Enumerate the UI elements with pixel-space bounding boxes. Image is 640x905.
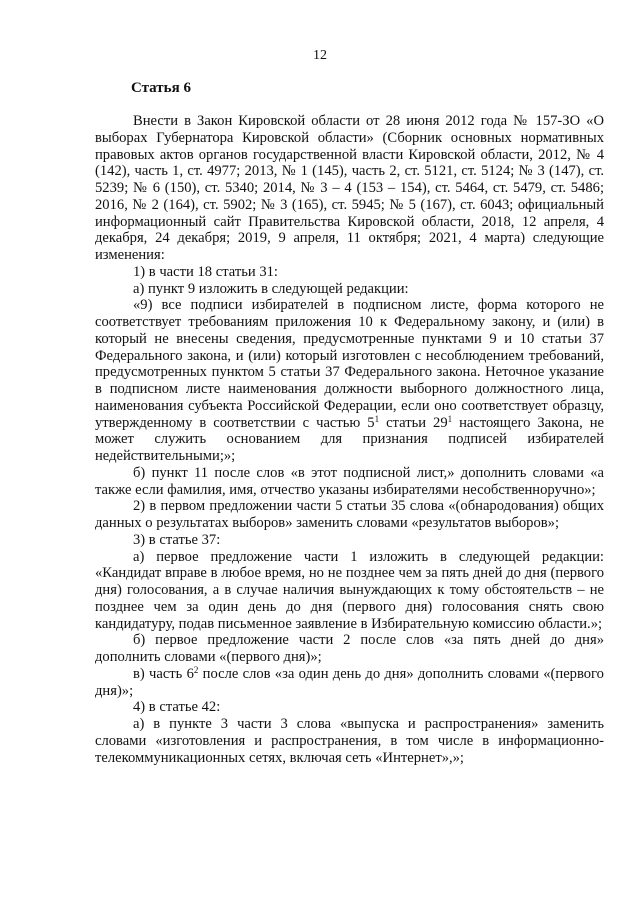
superscript: 1 bbox=[447, 413, 453, 424]
intro-paragraph: Внести в Закон Кировской области от 28 июня 2012 года № 157-ЗО «О выборах Губернатора Кировской области» (Сборник основных нормативных правовых актов органов государственной власти Кировской области, 2012, № 4 (142), часть 1, ст. 4977; 2013, № 1 (145), часть 2, ст. 5121, ст. 5124; № 3 (147), ст. 5239; № 6 (150), ст. 5340; 2014, № 3 – 4 (153 – 154), ст. 5464, ст. 5479, ст. 5486; 2016, № 2 (164), ст. 5902; № 3 (165), ст. 5945; № 5 (167), ст. 6043; официальный информационный сайт Правительства Кировской области, 2018, 12 апреля, 4 декабря, 24 декабря; 2019, 9 апреля, 11 октября; 2021, 4 марта) следующие изменения: bbox=[95, 113, 604, 263]
item-v-text-after: после слов «за один день до дня» дополнить словами «(первого дня)»; bbox=[95, 665, 604, 699]
item-2: 2) в первом предложении части 5 статьи 35 слова «(обнародования) общих данных о результатах выборов» заменить словами «результатов выборов»; bbox=[95, 498, 604, 531]
item-4: 4) в статье 42: bbox=[133, 699, 221, 716]
quote-item-9 bbox=[95, 297, 604, 465]
item-1: 1) в части 18 статьи 31: bbox=[133, 263, 278, 280]
superscript: 2 bbox=[193, 664, 199, 675]
superscript: 1 bbox=[374, 413, 380, 424]
quote-text-before: «9) все подписи избирателей в подписном листе, форма которого не соответствует требованиям приложения 10 к Федеральному закону, и (или) в который не внесены сведения, предусмотренные пунктами 9 и 10 статьи 37 Федерального закона, и (или) который изготовлен с несоблюдением требований, предусмотренных пунктом 5 статьи 37 Федерального закона. Неточное указание в подписном листе наименования должности выборного должностного лица, наименования субъекта Российской Федерации, если оно соответствует образцу, утвержденному в соответствии с частью 5 bbox=[95, 297, 604, 431]
item-3a: а) первое предложение части 1 изложить в следующей редакции: «Кандидат вправе в любое время, но не позднее чем за пять дней до дня (первого дня) голосования, а в случае наличия вынуждающих к тому обстоятельств – не позднее чем за один день до дня (первого дня) голосования снять свою кандидатуру, подав письменное заявление в Избирательную комиссию области.»; bbox=[95, 548, 604, 632]
item-3: 3) в статье 37: bbox=[133, 531, 221, 548]
item-1b: б) пункт 11 после слов «в этот подписной лист,» дополнить словами «а также если фамилия, имя, отчество указаны избирателями несобственноручно»; bbox=[95, 464, 604, 498]
item-3v bbox=[95, 666, 604, 700]
item-v-text-before: в) часть 6 bbox=[133, 665, 194, 682]
quote-text-middle: статьи 29 bbox=[379, 414, 448, 431]
quote-text-after: настоящего Закона, не может служить основанием для признания подписей избирателей недействительными;»; bbox=[95, 414, 604, 464]
item-3b: б) первое предложение части 2 после слов «за пять дней до дня» дополнить словами «(первого дня)»; bbox=[95, 632, 604, 665]
page-number: 12 bbox=[313, 48, 327, 63]
item-4a: а) в пункте 3 части 3 слова «выпуска и распространения» заменить словами «изготовления и распространения, в том числе в информационно-телекоммуникационных сетях, включая сеть «Интернет»,»; bbox=[95, 716, 604, 766]
item-1a: а) пункт 9 изложить в следующей редакции: bbox=[133, 280, 409, 297]
article-heading: Статья 6 bbox=[131, 80, 191, 96]
document-body bbox=[95, 113, 604, 766]
